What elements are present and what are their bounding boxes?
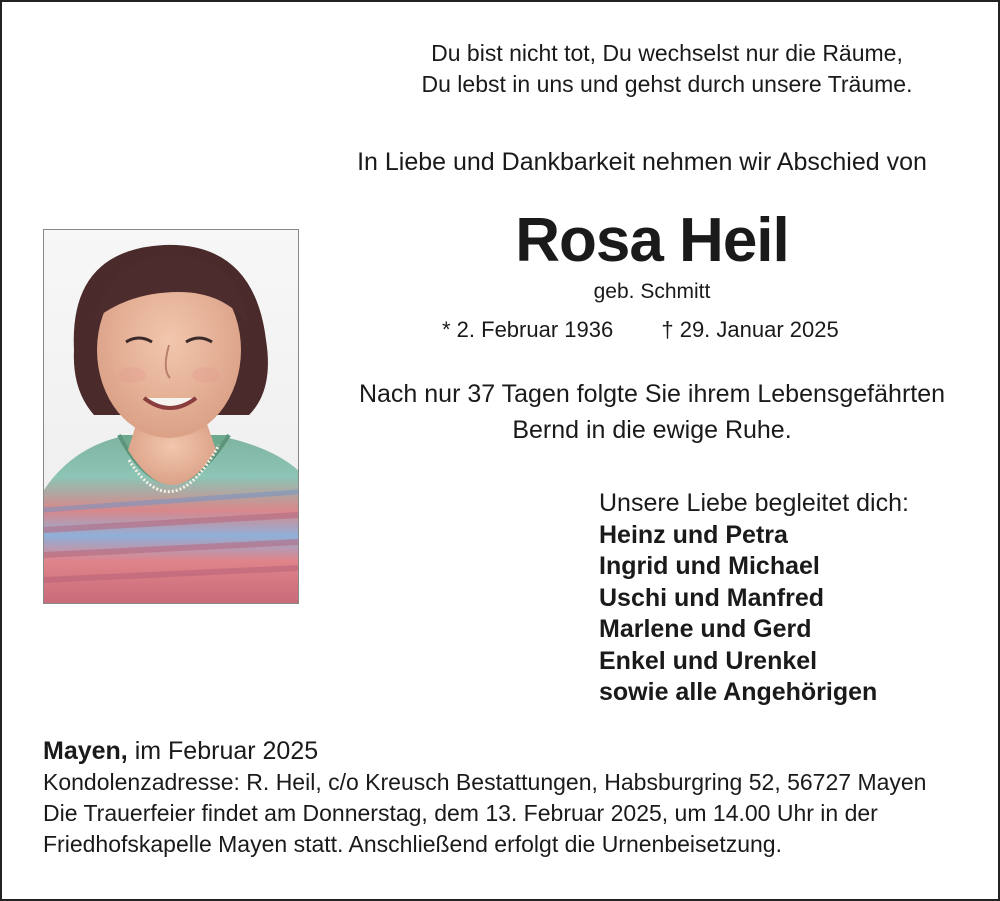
family-member: Uschi und Manfred — [599, 583, 825, 612]
death-date: † 29. Januar 2025 — [661, 317, 839, 342]
condolence-address: Kondolenzadresse: R. Heil, c/o Kreusch Bestattungen, Habsburgring 52, 56727 Mayen — [43, 769, 927, 795]
service-info-line-1: Die Trauerfeier findet am Donnerstag, dem 13. Februar 2025, um 14.00 Uhr in der — [43, 800, 878, 826]
service-info-line-2: Friedhofskapelle Mayen statt. Anschließend erfolgt die Urnenbeisetzung. — [43, 831, 782, 857]
place-date — [43, 736, 973, 767]
family-member: Enkel und Urenkel — [599, 646, 818, 675]
family-list — [599, 488, 909, 709]
portrait-photo — [43, 229, 299, 604]
family-member: Heinz und Petra — [599, 520, 788, 549]
intro-text: In Liebe und Dankbarkeit nehmen wir Abschied von — [357, 148, 927, 176]
poem-line-1: Du bist nicht tot, Du wechselst nur die Räume, — [431, 40, 903, 66]
city: Mayen, — [43, 737, 128, 765]
poem-line-2: Du lebst in uns und gehst durch unsere Träume. — [421, 71, 913, 97]
family-member: Ingrid und Michael — [599, 552, 820, 580]
deceased-name: Rosa Heil — [515, 206, 789, 275]
family-member: sowie alle Angehörigen — [599, 678, 878, 706]
memorial-note — [302, 376, 1000, 448]
life-dates — [442, 317, 839, 343]
birth-date: * 2. Februar 1936 — [442, 317, 614, 342]
footer — [43, 736, 973, 860]
memorial-note-line-2: Bernd in die ewige Ruhe. — [512, 416, 792, 444]
birth-name: geb. Schmitt — [593, 280, 711, 303]
family-member: Marlene und Gerd — [599, 615, 812, 643]
poem — [332, 38, 1000, 100]
family-lead: Unsere Liebe begleitet dich: — [599, 489, 909, 517]
memorial-note-line-1: Nach nur 37 Tagen folgte Sie ihrem Lebensgefährten — [358, 380, 946, 408]
date-text: im Februar 2025 — [127, 737, 319, 765]
